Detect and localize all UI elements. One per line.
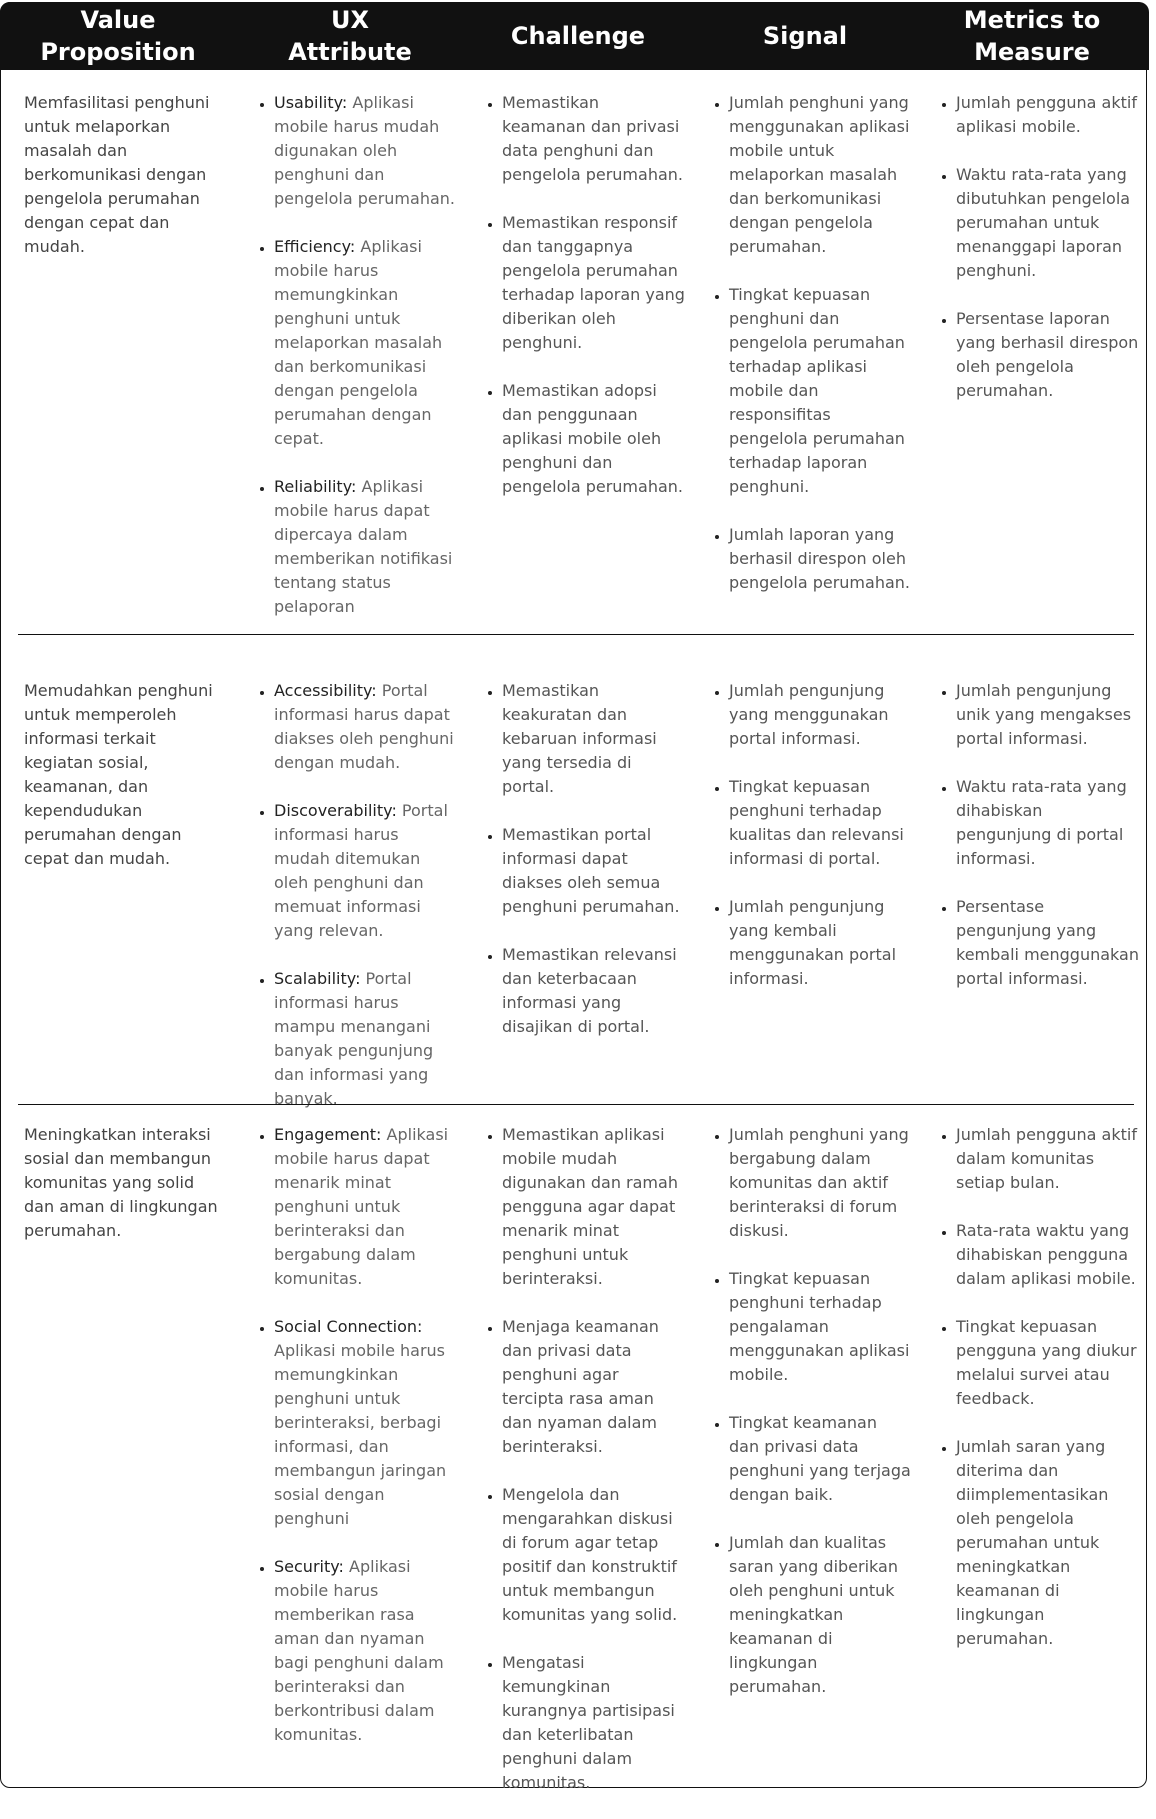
signal-list [707, 91, 912, 595]
header-challenge: Challenge [510, 22, 646, 50]
ux-attribute-desc: Aplikasi mobile harus memungkinkan penghuni untuk melaporkan masalah dan berkomunikasi dengan pengelola perumahan dengan cepat. [274, 237, 443, 448]
signal-item: • Jumlah dan kualitas saran yang diberikan oleh penghuni untuk meningkatkan keamanan di lingkungan perumahan. [729, 1531, 912, 1699]
ux-attribute-item [274, 1123, 457, 1291]
ux-attribute-desc: Aplikasi mobile harus dapat menarik minat penghuni untuk berinteraksi dan bergabung dalam komunitas. [274, 1125, 449, 1288]
ux-attribute-item [274, 1315, 457, 1531]
metrics-item: • Waktu rata-rata yang dibutuhkan pengelola perumahan untuk menanggapi laporan penghuni. [956, 163, 1139, 283]
ux-attribute-list [252, 1123, 457, 1747]
signal-item: • Tingkat kepuasan penghuni terhadap kualitas dan relevansi informasi di portal. [729, 775, 912, 871]
ux-attribute-list [252, 91, 457, 619]
value-proposition-cell: Meningkatkan interaksi sosial dan membangun komunitas yang solid dan aman di lingkungan perumahan. [24, 1125, 218, 1240]
ux-attribute-term: Scalability: [274, 969, 361, 988]
challenge-item: • Memastikan adopsi dan penggunaan aplikasi mobile oleh penghuni dan pengelola perumahan. [502, 379, 685, 499]
signal-cell [707, 679, 912, 1015]
challenge-item: • Mengatasi kemungkinan kurangnya partisipasi dan keterlibatan penghuni dalam komunitas. [502, 1651, 685, 1795]
signal-item: • Tingkat kepuasan penghuni dan pengelola perumahan terhadap aplikasi mobile dan responsifitas pengelola perumahan terhadap laporan penghuni. [729, 283, 912, 499]
ux-attribute-cell [252, 679, 457, 1135]
metrics-item: • Waktu rata-rata yang dihabiskan pengunjung di portal informasi. [956, 775, 1139, 871]
challenge-item: • Mengelola dan mengarahkan diskusi di forum agar tetap positif dan konstruktif untuk membangun komunitas yang solid. [502, 1483, 685, 1627]
ux-attribute-term: Social Connection: [274, 1317, 423, 1336]
ux-attribute-desc: Aplikasi mobile harus mudah digunakan oleh penghuni dan pengelola perumahan. [274, 93, 455, 208]
ux-attribute-desc: Aplikasi mobile harus memberikan rasa aman dan nyaman bagi penghuni dalam berinteraksi dan berkontribusi dalam komunitas. [274, 1557, 444, 1744]
metrics-item: • Rata-rata waktu yang dihabiskan pengguna dalam aplikasi mobile. [956, 1219, 1139, 1291]
signal-cell [707, 1123, 912, 1723]
challenge-item: • Memastikan portal informasi dapat diakses oleh semua penghuni perumahan. [502, 823, 685, 919]
header-ux-attribute: UX Attribute [288, 6, 412, 66]
ux-attribute-term: Security: [274, 1557, 344, 1576]
ux-attribute-item [274, 475, 457, 619]
challenge-list [480, 91, 685, 499]
metrics-item: • Jumlah pengguna aktif aplikasi mobile. [956, 91, 1139, 139]
challenge-cell [480, 1123, 685, 1819]
value-proposition-cell: Memudahkan penghuni untuk memperoleh informasi terkait kegiatan sosial, keamanan, dan kependudukan perumahan dengan cepat dan mudah. [24, 681, 213, 868]
table-header [0, 2, 1149, 70]
metrics-list [934, 91, 1139, 403]
metrics-list [934, 1123, 1139, 1651]
challenge-item: • Memastikan keamanan dan privasi data penghuni dan pengelola perumahan. [502, 91, 685, 187]
ux-attribute-item [274, 967, 457, 1111]
challenge-item: • Memastikan aplikasi mobile mudah digunakan dan ramah pengguna agar dapat menarik minat penghuni untuk berinteraksi. [502, 1123, 685, 1291]
signal-list [707, 679, 912, 991]
ux-attribute-item [274, 679, 457, 775]
metrics-item: • Jumlah pengunjung unik yang mengakses portal informasi. [956, 679, 1139, 751]
metrics-cell [934, 679, 1139, 1015]
ux-attribute-desc: Aplikasi mobile harus memungkinkan penghuni untuk berinteraksi, berbagi informasi, dan membangun jaringan sosial dengan penghuni [274, 1341, 447, 1528]
row-divider [18, 1104, 1134, 1105]
metrics-item: • Persentase pengunjung yang kembali menggunakan portal informasi. [956, 895, 1139, 991]
ux-attribute-term: Engagement: [274, 1125, 382, 1144]
row-divider [18, 634, 1134, 635]
ux-attribute-desc: Portal informasi harus dapat diakses oleh penghuni dengan mudah. [274, 681, 454, 772]
signal-item: • Tingkat keamanan dan privasi data penghuni yang terjaga dengan baik. [729, 1411, 912, 1507]
value-proposition-cell: Memfasilitasi penghuni untuk melaporkan masalah dan berkomunikasi dengan pengelola perumahan dengan cepat dan mudah. [24, 93, 210, 256]
ux-attribute-item [274, 235, 457, 451]
challenge-cell [480, 91, 685, 523]
metrics-item: • Persentase laporan yang berhasil direspon oleh pengelola perumahan. [956, 307, 1139, 403]
ux-attribute-item [274, 1555, 457, 1747]
signal-item: • Jumlah penghuni yang menggunakan aplikasi mobile untuk melaporkan masalah dan berkomunikasi dengan pengelola perumahan. [729, 91, 912, 259]
signal-item: • Jumlah pengunjung yang kembali menggunakan portal informasi. [729, 895, 912, 991]
challenge-item: • Memastikan relevansi dan keterbacaan informasi yang disajikan di portal. [502, 943, 685, 1039]
metrics-list [934, 679, 1139, 991]
ux-attribute-desc: Portal informasi harus mudah ditemukan oleh penghuni dan memuat informasi yang relevan. [274, 801, 448, 940]
ux-attribute-term: Usability: [274, 93, 348, 112]
ux-attribute-cell [252, 1123, 457, 1771]
challenge-list [480, 1123, 685, 1795]
header-signal: Signal [762, 22, 848, 50]
metrics-item: • Tingkat kepuasan pengguna yang diukur melalui survei atau feedback. [956, 1315, 1139, 1411]
signal-list [707, 1123, 912, 1699]
ux-attribute-desc: Aplikasi mobile harus dapat dipercaya dalam memberikan notifikasi tentang status pelaporan [274, 477, 453, 616]
ux-attribute-term: Discoverability: [274, 801, 397, 820]
metrics-item: • Jumlah saran yang diterima dan diimplementasikan oleh pengelola perumahan untuk meningkatkan keamanan di lingkungan perumahan. [956, 1435, 1139, 1651]
ux-attribute-item [274, 799, 457, 943]
ux-attribute-desc: Portal informasi harus mampu menangani banyak pengunjung dan informasi yang banyak. [274, 969, 434, 1108]
header-value-proposition: Value Proposition [40, 6, 196, 66]
ux-attribute-item [274, 91, 457, 211]
challenge-cell [480, 679, 685, 1063]
ux-attribute-term: Reliability: [274, 477, 357, 496]
metrics-cell [934, 1123, 1139, 1675]
signal-item: • Jumlah pengunjung yang menggunakan portal informasi. [729, 679, 912, 751]
signal-item: • Tingkat kepuasan penghuni terhadap pengalaman menggunakan aplikasi mobile. [729, 1267, 912, 1387]
signal-item: • Jumlah penghuni yang bergabung dalam komunitas dan aktif berinteraksi di forum diskusi. [729, 1123, 912, 1243]
header-metrics: Metrics to Measure [963, 6, 1101, 66]
ux-attribute-cell [252, 91, 457, 643]
signal-cell [707, 91, 912, 619]
ux-attribute-term: Efficiency: [274, 237, 356, 256]
challenge-item: • Menjaga keamanan dan privasi data penghuni agar tercipta rasa aman dan nyaman dalam berinteraksi. [502, 1315, 685, 1459]
metrics-item: • Jumlah pengguna aktif dalam komunitas setiap bulan. [956, 1123, 1139, 1195]
ux-attribute-term: Accessibility: [274, 681, 377, 700]
challenge-item: • Memastikan responsif dan tanggapnya pengelola perumahan terhadap laporan yang diberikan oleh penghuni. [502, 211, 685, 355]
signal-item: • Jumlah laporan yang berhasil direspon oleh pengelola perumahan. [729, 523, 912, 595]
ux-attribute-list [252, 679, 457, 1111]
metrics-cell [934, 91, 1139, 427]
challenge-list [480, 679, 685, 1039]
challenge-item: • Memastikan keakuratan dan kebaruan informasi yang tersedia di portal. [502, 679, 685, 799]
